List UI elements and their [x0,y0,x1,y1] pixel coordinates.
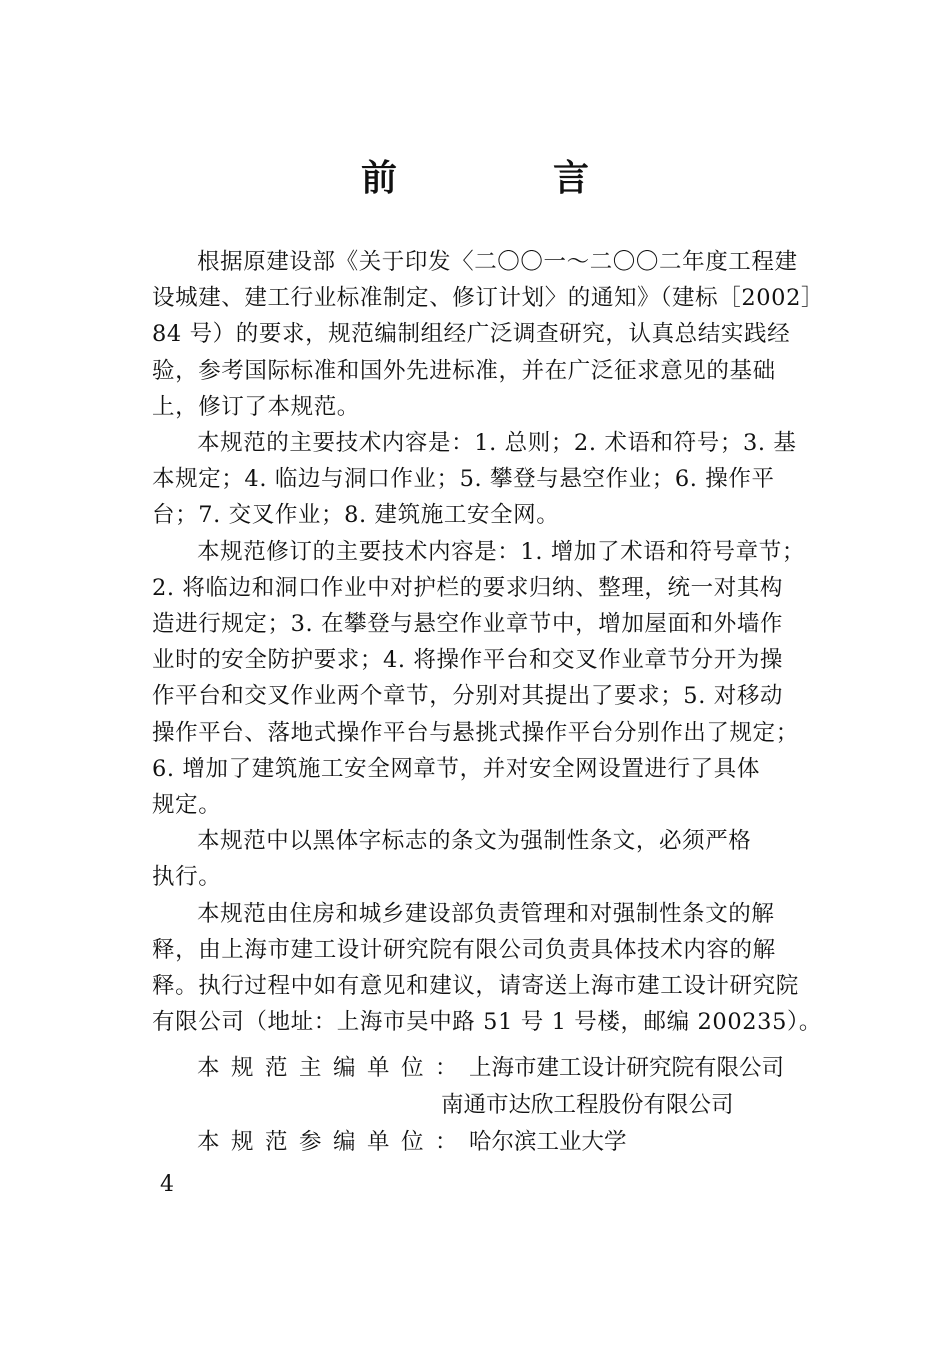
body-text [152,244,830,1040]
text-line: 验，参考国际标准和国外先进标准，并在广泛征求意见的基础 [152,357,776,384]
paragraph-management [152,896,830,1041]
text-line: 本规范的主要技术内容是：1. 总则；2. 术语和符号；3. 基 [197,430,797,457]
participant-label: 本规范参编单位： [197,1129,470,1155]
text-line: 2. 将临边和洞口作业中对护栏的要求归纳、整理，统一对其构 [152,574,784,601]
text-line: 本规范修订的主要技术内容是：1. 增加了术语和符号章节； [197,538,805,565]
text-line: 业时的安全防护要求；4. 将操作平台和交叉作业章节分开为操 [152,647,784,674]
text-line: 设城建、建工行业标准制定、修订计划〉的通知》（建标［2002］ [152,285,825,312]
page-title: 前 言 [360,157,649,199]
participant-unit: 哈尔滨工业大学 [469,1129,627,1155]
text-line: 操作平台、落地式操作平台与悬挑式操作平台分别作出了规定； [152,719,799,746]
page-number: 4 [160,1172,174,1197]
text-line: 释。执行过程中如有意见和建议，请寄送上海市建工设计研究院 [152,973,799,1000]
paragraph-revisions [152,534,830,824]
text-line: 有限公司（地址：上海市吴中路 51 号 1 号楼，邮编 200235）。 [152,1009,822,1036]
chief-editor-label: 本规范主编单位： [197,1055,470,1081]
chief-editor-unit: 上海市建工设计研究院有限公司 [469,1055,785,1081]
text-line: 造进行规定；3. 在攀登与悬空作业章节中，增加屋面和外墙作 [152,611,784,638]
text-line: 6. 增加了建筑施工安全网章节，并对安全网设置进行了具体 [152,755,760,782]
participant-row [197,1124,627,1156]
paragraph-basis [152,244,830,425]
text-line: 本规范由住房和城乡建设部负责管理和对强制性条文的解 [197,900,775,927]
paragraph-main-content [152,425,830,534]
text-line: 84 号）的要求，规范编制组经广泛调查研究，认真总结实践经 [152,321,791,348]
chief-editor-unit: 南通市达欣工程股份有限公司 [441,1092,734,1118]
chief-editor-row-2 [441,1087,734,1119]
text-line: 上，修订了本规范。 [152,393,360,420]
chief-editor-row [197,1050,784,1082]
text-line: 执行。 [152,864,222,891]
text-line: 作平台和交叉作业两个章节，分别对其提出了要求；5. 对移动 [152,683,784,710]
text-line: 释，由上海市建工设计研究院有限公司负责具体技术内容的解 [152,936,776,963]
text-line: 本规范中以黑体字标志的条文为强制性条文，必须严格 [197,828,752,855]
text-line: 台；7. 交叉作业；8. 建筑施工安全网。 [152,502,560,529]
text-line: 根据原建设部《关于印发〈二〇〇一～二〇〇二年度工程建 [197,249,798,275]
paragraph-mandatory [152,823,830,895]
text-line: 本规定；4. 临边与洞口作业；5. 攀登与悬空作业；6. 操作平 [152,466,775,493]
text-line: 规定。 [152,792,222,819]
